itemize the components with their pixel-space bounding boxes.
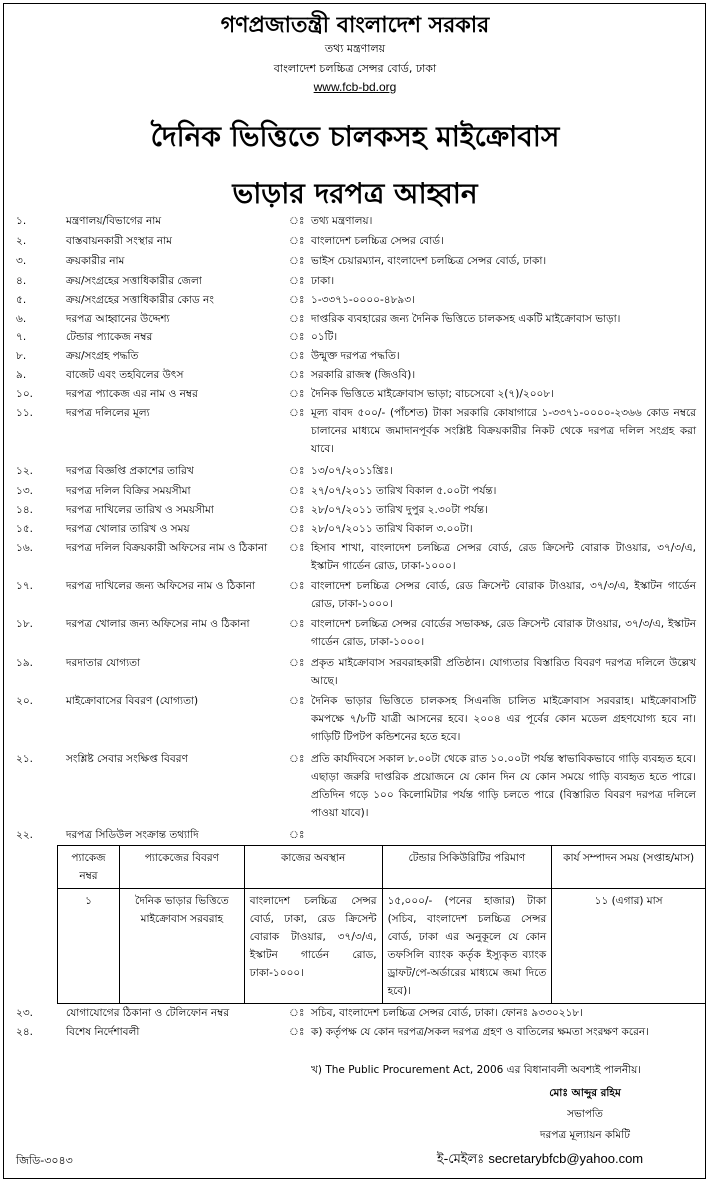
item-colon: ঃ: [289, 1026, 305, 1038]
item-number: ২২.: [16, 829, 33, 841]
col-header-package-no: প্যাকেজ নম্বর: [58, 846, 120, 889]
item-label: যোগাযোগের ঠিকানা ও টেলিফোন নম্বর: [66, 1007, 230, 1019]
item-number: ১.: [16, 215, 27, 227]
item-value: প্রতি কার্যদিবসে সকাল ৮.০০টা থেকে রাত ১০.০০টা পর্যন্ত স্বাভাবিকভাবে গাড়ি ব্যবহৃত হবে। এছাড়া জরুরি দাপ্তরিক প্রয়োজনে যে কোন দিন যে কোন সময়ে গাড়ি ব্যবহৃত হতে পারে। প্রতিদিন গড়ে ১০০ কিলোমিটার পর্যন্ত গাড়ি চলতে পারে (বিস্তারিত বিবরণ দরপত্র দলিলে পাওয়া যাবে)।: [311, 753, 696, 819]
cell-description: দৈনিক ভাড়ার ভিত্তিতে মাইক্রোবাস সরবরাহ: [119, 889, 244, 1004]
government-heading: গণপ্রজাতন্ত্রী বাংলাদেশ সরকার: [220, 13, 490, 38]
col-header-security: টেন্ডার সিকিউরিটির পরিমাণ: [382, 846, 552, 889]
item-number: ৭.: [16, 331, 27, 343]
item-colon: ঃ: [289, 465, 305, 477]
item-label: দরপত্র সিডিউল সংক্রান্ত তথ্যাদি: [66, 829, 199, 841]
cell-security: ১৫,০০০/- (পনের হাজার) টাকা (সচিব, বাংলাদেশ চলচ্চিত্র সেন্সর বোর্ড, ঢাকা এর অনুকূলে যে কোন তফসিলি ব্যাংক কর্তৃক ইস্যুকৃত ব্যাংক ড্রাফট/পে-অর্ডারের মাধ্যমে জমা দিতে হবে)।: [382, 889, 552, 1004]
table-row: [58, 889, 706, 1004]
schedule-table: [57, 845, 706, 1004]
reference-number: জিডি-৩০৪৩: [16, 1154, 73, 1167]
item-value: হিসাব শাখা, বাংলাদেশ চলচ্চিত্র সেন্সর বোর্ড, রেড ক্রিসেন্ট বোরাক টাওয়ার, ৩৭/৩/এ, ইস্কাটন গার্ডেন রোড, ঢাকা-১০০০।: [311, 542, 696, 572]
item-value: ভাইস চেয়ারম্যান, বাংলাদেশ চলচ্চিত্র সেন্সর বোর্ড, ঢাকা।: [311, 255, 547, 267]
item-value: প্রকৃত মাইক্রোবাস সরবরাহকারী প্রতিষ্ঠান। যোগ্যতার বিস্তারিত বিবরণ দরপত্র দলিলে উল্লেখ আছে।: [311, 657, 696, 687]
item-label: মাইক্রোবাসের বিবরণ (যোগ্যতা): [66, 695, 199, 707]
board-name: বাংলাদেশ চলচ্চিত্র সেন্সর বোর্ড, ঢাকা: [273, 62, 437, 75]
ministry-name: তথ্য মন্ত্রণালয়: [324, 42, 386, 55]
item-label: দরপত্র দলিলের মূল্য: [66, 407, 150, 419]
item-colon: ঃ: [289, 504, 305, 516]
item-label: ক্রয়কারীর নাম: [66, 255, 125, 267]
item-number: ৩.: [16, 255, 27, 267]
item-value: দৈনিক ভাড়ার ভিত্তিতে চালকসহ সিএনজি চালিত মাইক্রোবাস সরবরাহ। মাইক্রোবাসটি কমপক্ষে ৭/৮টি যাত্রী আসনের হবে। ২০০৪ এর পূর্বের কোন মডেল গ্রহণযোগ্য হবে না। গাড়িটি টিপটপ কন্ডিশনের হতে হবে।: [311, 695, 696, 743]
item-colon: ঃ: [289, 542, 305, 554]
email-address[interactable]: secretarybfcb@yahoo.com: [488, 1151, 644, 1166]
item-value: ২৮/০৭/২০১১ তারিখ দুপুর ২.৩০টা পর্যন্ত।: [311, 504, 488, 516]
item-label: দরপত্র দাখিলের তারিখ ও সময়সীমা: [66, 504, 214, 516]
item-colon: ঃ: [289, 369, 305, 381]
item-label: বাস্তবায়নকারী সংস্থার নাম: [66, 235, 172, 247]
table-header-row: [58, 846, 706, 889]
item-number: ২০.: [16, 695, 33, 707]
item-label: বিশেষ নির্দেশাবলী: [66, 1026, 140, 1038]
item-colon: ঃ: [289, 485, 305, 497]
item-label: দরপত্র খোলার জন্য অফিসের নাম ও ঠিকানা: [66, 618, 250, 630]
item-colon: ঃ: [289, 294, 305, 306]
item-label: দরপত্র দলিল বিক্রির সময়সীমা: [66, 485, 191, 497]
item-label: সংশ্লিষ্ট সেবার সংক্ষিপ্ত বিবরণ: [66, 753, 188, 765]
cell-package-no: ১: [58, 889, 120, 1004]
item-label: ক্রয়/সংগ্রহ পদ্ধতি: [66, 350, 139, 362]
item-number: ২.: [16, 235, 27, 247]
special-instruction-kha: খ) The Public Procurement Act, 2006 এর বিধানাবলী অবশ্যই পালনীয়।: [311, 1064, 642, 1076]
item-number: ১৮.: [16, 618, 33, 630]
item-colon: ঃ: [289, 255, 305, 267]
item-colon: ঃ: [289, 313, 305, 325]
item-colon: ঃ: [289, 753, 305, 765]
col-header-location: কাজের অবস্থান: [244, 846, 382, 889]
item-number: ২১.: [16, 753, 33, 765]
item-value: ২৭/০৭/২০১১ তারিখ বিকাল ৫.০০টা পর্যন্ত।: [311, 485, 497, 497]
item-value: ১-৩৩৭১-০০০০-৪৮৯৩।: [311, 294, 415, 306]
item-value: সরকারি রাজস্ব (জিওবি)।: [311, 369, 416, 381]
item-number: ১৯.: [16, 657, 33, 669]
item-value: দৈনিক ভিত্তিতে মাইক্রোবাস ভাড়া; বাচসেবো ২(৭)/২০০৮।: [311, 388, 554, 400]
item-colon: ঃ: [289, 1007, 305, 1019]
notice-title-line1: দৈনিক ভিত্তিতে চালকসহ মাইক্রোবাস: [150, 120, 560, 153]
item-value: মূল্য বাবদ ৫০০/- (পাঁচশত) টাকা সরকারি কোষাগারে ১-৩৩৭১-০০০০-২৩৬৬ কোড নম্বরে চালানের মাধ্যমে জমাদানপূর্বক সংশ্লিষ্ট বিক্রয়কারীর নিকট থেকে দরপত্র দলিল সংগ্রহ করা যাবে।: [311, 407, 696, 455]
item-number: ৯.: [16, 369, 27, 381]
item-number: ২৩.: [16, 1007, 33, 1019]
item-label: মন্ত্রণালয়/বিভাগের নাম: [66, 215, 162, 227]
item-value: বাংলাদেশ চলচ্চিত্র সেন্সর বোর্ড, রেড ক্রিসেন্ট বোরাক টাওয়ার, ৩৭/৩/এ, ইস্কাটন গার্ডেন রোড, ঢাকা-১০০০।: [311, 580, 696, 610]
item-colon: ঃ: [289, 580, 305, 592]
item-colon: ঃ: [289, 618, 305, 630]
cell-duration: ১১ (এগার) মাস: [552, 889, 706, 1004]
cell-location: বাংলাদেশ চলচ্চিত্র সেন্সর বোর্ড, ঢাকা, রেড ক্রিসেন্ট বোরাক টাওয়ার, ৩৭/৩/এ, ইস্কাটন গার্ডেন রোড, ঢাকা-১০০০।: [244, 889, 382, 1004]
item-colon: ঃ: [289, 407, 305, 419]
item-number: ১৪.: [16, 504, 33, 516]
item-colon: ঃ: [289, 215, 305, 227]
item-value: বাংলাদেশ চলচ্চিত্র সেন্সর বোর্ড।: [311, 235, 444, 247]
notice-title-line2: ভাড়ার দরপত্র আহ্বান: [232, 177, 478, 210]
item-label: দরপত্র প্যাকেজ এর নাম ও নম্বর: [66, 388, 198, 400]
item-value: ০১টি।: [311, 331, 338, 343]
item-value: ক) কর্তৃপক্ষ যে কোন দরপত্র/সকল দরপত্র গ্রহণ ও বাতিলের ক্ষমতা সংরক্ষণ করেন।: [311, 1026, 649, 1038]
item-label: বাজেট এবং তহবিলের উৎস: [66, 369, 184, 381]
item-number: ১৫.: [16, 523, 33, 535]
item-value: ২৮/০৭/২০১১ তারিখ বিকাল ৩.০০টা।: [311, 523, 473, 535]
item-value: ঢাকা।: [311, 275, 335, 287]
item-colon: ঃ: [289, 695, 305, 707]
item-label: দরপত্র দাখিলের জন্য অফিসের নাম ও ঠিকানা: [66, 580, 256, 592]
item-number: ১০.: [16, 388, 33, 400]
item-colon: ঃ: [289, 331, 305, 343]
item-colon: ঃ: [289, 388, 305, 400]
item-number: ৮.: [16, 350, 27, 362]
item-value: উন্মুক্ত দরপত্র পদ্ধতি।: [311, 350, 400, 362]
item-label: ক্রয়/সংগ্রহের সত্তাধিকারীর কোড নং: [66, 294, 214, 306]
signatory-committee: দরপত্র মূল্যায়ন কমিটি: [540, 1129, 630, 1141]
item-colon: ঃ: [289, 523, 305, 535]
item-number: ১২.: [16, 465, 33, 477]
item-label: দরপত্র দলিল বিক্রয়কারী অফিসের নাম ও ঠিকানা: [66, 542, 268, 554]
item-value: বাংলাদেশ চলচ্চিত্র সেন্সর বোর্ডের সভাকক্ষ, রেড ক্রিসেন্ট বোরাক টাওয়ার, ৩৭/৩/এ, ইস্কাটন গার্ডেন রোড, ঢাকা-১০০০।: [311, 618, 696, 648]
item-number: ১৭.: [16, 580, 33, 592]
item-label: দরপত্র খোলার তারিখ ও সময়: [66, 523, 190, 535]
item-value: তথ্য মন্ত্রণালয়।: [311, 215, 373, 227]
item-value: সচিব, বাংলাদেশ চলচ্চিত্র সেন্সর বোর্ড, ঢাকা। ফোনঃ ৯৩৩০২১৮।: [311, 1007, 583, 1019]
item-number: ১৬.: [16, 542, 33, 554]
item-label: টেন্ডার প্যাকেজ নম্বর: [66, 331, 153, 343]
col-header-description: প্যাকেজের বিবরণ: [119, 846, 244, 889]
contact-email: [380, 1150, 700, 1171]
signatory-designation: সভাপতি: [567, 1108, 603, 1120]
item-label: দরদাতার যোগ্যতা: [66, 657, 141, 669]
item-colon: ঃ: [289, 657, 305, 669]
item-colon: ঃ: [289, 235, 305, 247]
col-header-duration: কার্য সম্পাদন সময় (সপ্তাহ/মাস): [552, 846, 706, 889]
item-number: ৪.: [16, 275, 27, 287]
email-label: ই-মেইলঃ: [436, 1152, 485, 1167]
website-link[interactable]: www.fcb-bd.org: [313, 80, 397, 94]
item-colon: ঃ: [289, 829, 305, 841]
item-label: দরপত্র আহ্বানের উদ্দেশ্য: [66, 313, 170, 325]
item-value: দাপ্তরিক ব্যবহারের জন্য দৈনিক ভিত্তিতে চালকসহ একটি মাইক্রোবাস ভাড়া।: [311, 313, 621, 325]
item-label: ক্রয়/সংগ্রহের সত্তাধিকারীর জেলা: [66, 275, 202, 287]
item-number: ৬.: [16, 313, 27, 325]
item-value: ১৩/০৭/২০১১খ্রিঃ।: [311, 465, 393, 477]
item-number: ২৪.: [16, 1026, 33, 1038]
item-label: দরপত্র বিজ্ঞপ্তি প্রকাশের তারিখ: [66, 465, 194, 477]
item-colon: ঃ: [289, 275, 305, 287]
item-number: ৫.: [16, 294, 27, 306]
item-number: ১১.: [16, 407, 33, 419]
signatory-name: মোঃ আব্দুর রহিম: [549, 1087, 621, 1099]
item-number: ১৩.: [16, 485, 33, 497]
item-colon: ঃ: [289, 350, 305, 362]
